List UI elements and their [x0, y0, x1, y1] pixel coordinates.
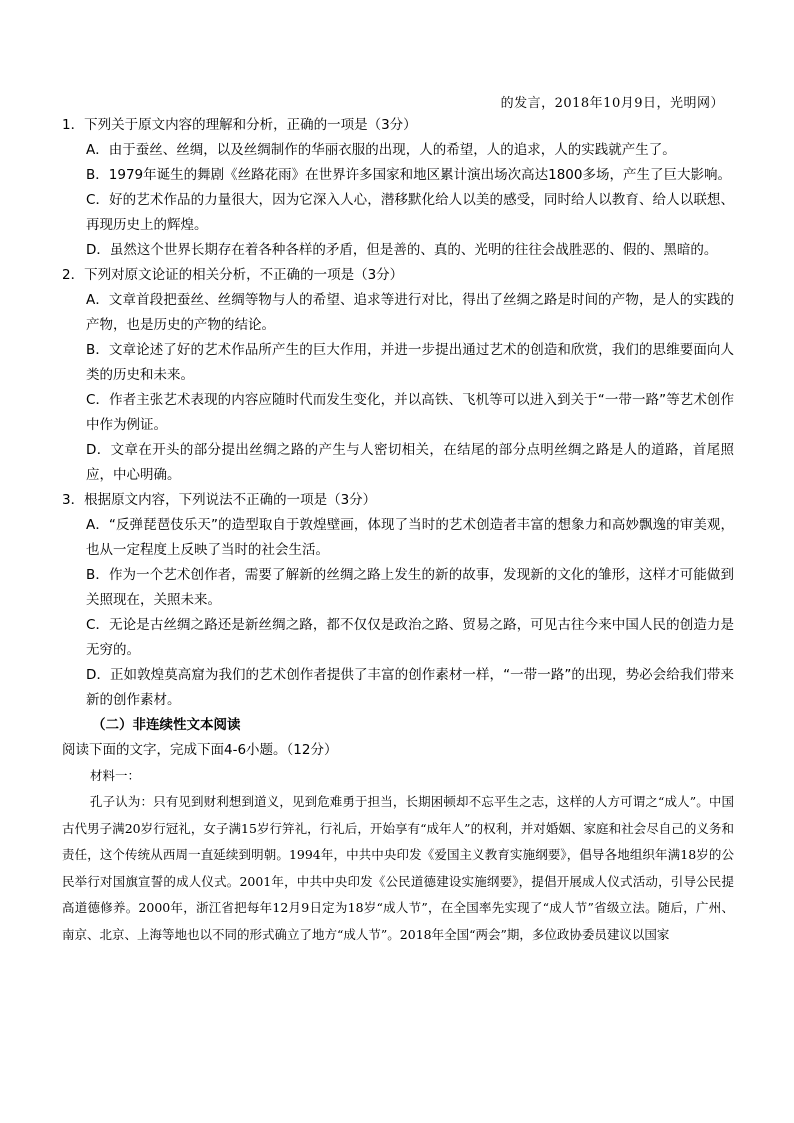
option-d: D．虽然这个世界长期存在着各种各样的矛盾，但是善的、真的、光明的往往会战胜恶的、假的、黑暗的。: [86, 242, 718, 258]
question-3: [62, 488, 734, 713]
option-d: D．正如敦煌莫高窟为我们的艺术创作者提供了丰富的创作素材一样，“一带一路”的出现，势必会给我们带来新的创作素材。: [86, 667, 734, 708]
option-b: B．文章论述了好的艺术作品所产生的巨大作用，并进一步提出通过艺术的创造和欣赏，我们的思维要面向人类的历史和未来。: [86, 342, 734, 383]
option-b: B．作为一个艺术创作者，需要了解新的丝绸之路上发生的新的故事，发现新的文化的雏形，这样才可能做到关照现在，关照未来。: [86, 567, 734, 608]
option-a: A．文章首段把蚕丝、丝绸等物与人的希望、追求等进行对比，得出了丝绸之路是时间的产物，是人的实践的产物，也是历史的产物的结论。: [86, 292, 734, 333]
source-citation: 的发言，2018年10月9日，光明网）: [500, 96, 724, 111]
option-b: B．1979年诞生的舞剧《丝路花雨》在世界许多国家和地区累计演出场次高达1800多场，产生了巨大影响。: [86, 167, 731, 183]
question-1: [62, 113, 734, 263]
question-stem: 1．下列关于原文内容的理解和分析，正确的一项是（3分）: [62, 117, 417, 133]
option-c: C．作者主张艺术表现的内容应随时代而发生变化，并以高铁、飞机等可以进入到关于“一带一路”等艺术创作中作为例证。: [86, 392, 734, 433]
question-stem: 2．下列对原文论证的相关分析，不正确的一项是（3分）: [62, 267, 404, 283]
option-a: A．由于蚕丝、丝绸，以及丝绸制作的华丽衣服的出现，人的希望，人的追求，人的实践就产生了。: [86, 142, 676, 158]
section-heading: （二）非连续性文本阅读: [92, 717, 241, 733]
option-c: C．好的艺术作品的力量很大，因为它深入人心，潜移默化给人以美的感受，同时给人以教育、给人以联想、再现历史上的辉煌。: [86, 192, 734, 233]
option-a: A．“反弹琵琶伎乐天”的造型取自于敦煌壁画，体现了当时的艺术创造者丰富的想象力和高妙飘逸的审美观，也从一定程度上反映了当时的社会生活。: [86, 517, 734, 558]
material-label: 材料一：: [90, 768, 141, 783]
reading-section: [62, 713, 734, 948]
question-stem: 3．根据原文内容，下列说法不正确的一项是（3分）: [62, 492, 377, 508]
option-d: D．文章在开头的部分提出丝绸之路的产生与人密切相关，在结尾的部分点明丝绸之路是人的道路，首尾照应，中心明确。: [86, 442, 734, 483]
question-2: [62, 263, 734, 488]
document-body: [62, 113, 734, 948]
section-instruction: 阅读下面的文字，完成下面4-6小题。（12分）: [62, 742, 338, 758]
passage-text: 孔子认为：只有见到财利想到道义，见到危难勇于担当，长期困顿却不忘平生之志，这样的人方可谓之“成人”。中国古代男子满20岁行冠礼，女子满15岁行笄礼，行礼后，开始享有“成年人”的权利，并对婚姻、家庭和社会尽自己的义务和责任，这个传统从西周一直延续到明朝。1994年，中共中央印发《爱国主义教育实施纲要》，倡导各地组织年满18岁的公民举行对国旗宣誓的成人仪式。2001年，中共中央印发《公民道德建设实施纲要》，提倡开展成人仪式活动，引导公民提高道德修养。2000年，浙江省把每年12月9日定为18岁“成人节”，在全国率先实现了“成人节”省级立法。随后，广州、南京、北京、上海等地也以不同的形式确立了地方“成人节”。2018年全国“两会”期，多位政协委员建议以国家: [62, 794, 734, 942]
option-c: C．无论是古丝绸之路还是新丝绸之路，都不仅仅是政治之路、贸易之路，可见古往今来中国人民的创造力是无穷的。: [86, 617, 734, 658]
